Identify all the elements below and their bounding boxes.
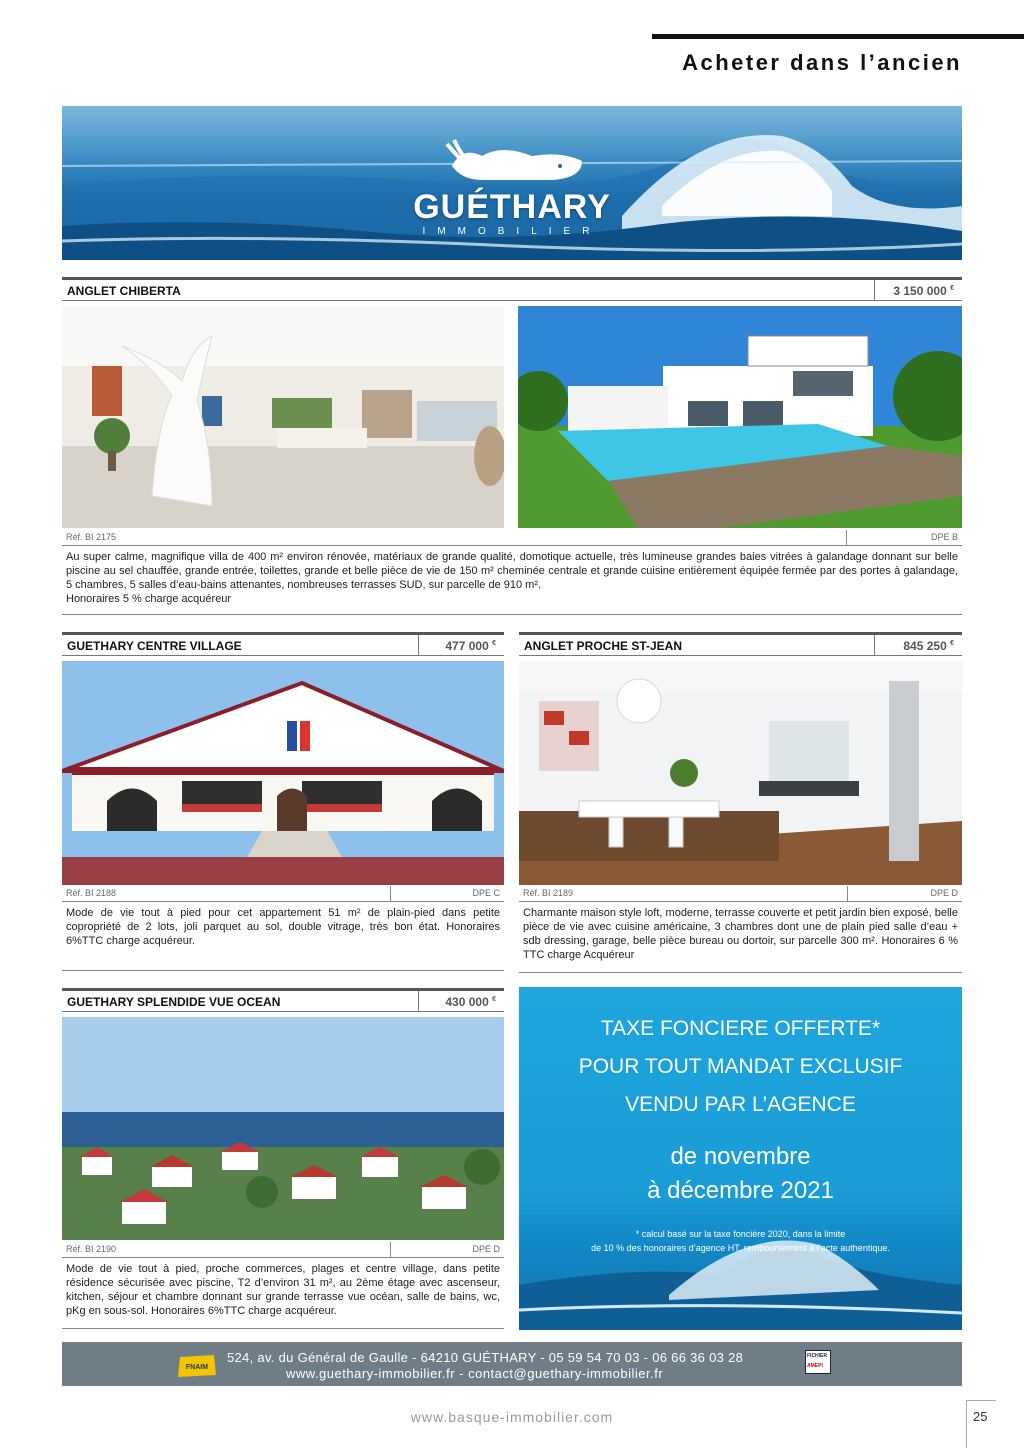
- listing-header-2: [62, 632, 504, 656]
- section-title: Acheter dans l’ancien: [682, 50, 962, 75]
- brand-name: GUÉTHARY: [413, 188, 611, 226]
- listing-meta-4: [62, 1242, 504, 1258]
- agency-banner: [62, 106, 962, 260]
- brand-subtitle: IMMOBILIER: [422, 226, 602, 237]
- listing-meta-1: [62, 530, 962, 546]
- listing-description-4: Mode de vie tout à pied, proche commerces, plages et centre village, dans petite résidence sécurisée avec piscine, T2 d’environ 31 m², au 2ème étage avec ascenseur, kitchen, séjour et chambre donnant sur grande terrasse vue océan, salle de bains, wc, pKg en sous-sol. Honoraires 6%TTC charge acquéreur.: [66, 1263, 500, 1317]
- promo-footnote-1: * calcul basé sur la taxe foncière 2020, dans la limite: [635, 1229, 846, 1239]
- listing-description-1: Au super calme, magnifique villa de 400 m² environ rénovée, matériaux de grande qualité, domotique actuelle, très lumineuse grandes baies vitrées à galandage donnant sur belle piscine au sel chauffée, grande entrée, toilettes, grande et belle pièce de vie de 150 m² cheminée centrale et grande cuisine entièrement équipée fermée par des portes à galandage, 5 chambres, 5 salles d’eau-bains attenantes, nombreuses terrasses SUD, sur parcelle de 910 m². Honoraires 5 % charge acquéreur: [66, 551, 958, 605]
- meta-divider: [846, 530, 847, 545]
- listing-meta-2: [62, 886, 504, 902]
- promo-line-3: VENDU PAR L’AGENCE: [625, 1093, 856, 1116]
- listing-price: 430 000 €: [445, 995, 496, 1009]
- whale-icon: [442, 136, 592, 186]
- agency-address: 524, av. du Général de Gaulle - 64210 GUÉTHARY - 05 59 54 70 03 - 06 66 36 03 28: [227, 1350, 744, 1365]
- website-link[interactable]: www.basque-immobilier.com: [410, 1409, 614, 1425]
- meta-divider: [390, 886, 391, 901]
- listing-price: 477 000 €: [445, 639, 496, 653]
- page-number: 25: [966, 1400, 996, 1448]
- agency-contact-bar: [62, 1342, 962, 1386]
- listing-photo-loft: [519, 661, 962, 885]
- promo-line-1: TAXE FONCIERE OFFERTE*: [600, 1017, 881, 1040]
- listing-name: ANGLET PROCHE ST-JEAN: [524, 639, 683, 653]
- price-box: [418, 991, 504, 1011]
- separator: [519, 972, 962, 973]
- listing-photo-town-hall: [62, 661, 504, 885]
- price-box: [874, 635, 962, 655]
- separator: [62, 970, 504, 971]
- agency-web-contact[interactable]: www.guethary-immobilier.fr - contact@guethary-immobilier.fr: [286, 1366, 664, 1381]
- promo-line-5: à décembre 2021: [647, 1177, 834, 1204]
- listing-ref: Réf. BI 2190: [66, 1244, 117, 1254]
- listing-photo-ocean-view: [62, 1017, 504, 1240]
- listing-description-2: Mode de vie tout à pied pour cet appartement 51 m² de plain-pied dans petite copropriété de 2 lots, joli parquet au sol, double vitrage, très bon état. Honoraires 6%TTC charge acquéreur.: [66, 907, 500, 947]
- listing-dpe: DPE C: [472, 888, 500, 898]
- svg-text:FNAIM: FNAIM: [185, 1364, 209, 1371]
- listing-dpe: DPE D: [930, 888, 958, 898]
- promo-panel: [519, 987, 962, 1330]
- promo-line-2: POUR TOUT MANDAT EXCLUSIF: [578, 1055, 903, 1078]
- fnaim-logo: [176, 1353, 218, 1379]
- listing-dpe: DPE D: [472, 1244, 500, 1254]
- listing-ref: Réf. BI 2189: [523, 888, 574, 898]
- price-box: [418, 635, 504, 655]
- separator: [62, 1328, 504, 1329]
- listing-photo-villa-pool: [518, 306, 962, 528]
- promo-footnote-2: de 10 % des honoraires d’agence HT, remboursement à l’acte authentique.: [591, 1243, 890, 1253]
- listing-photo-interior: [62, 306, 504, 528]
- top-rule: [652, 34, 1024, 39]
- listing-ref: Réf. BI 2188: [66, 888, 117, 898]
- listing-price: 3 150 000 €: [893, 284, 954, 298]
- meta-divider: [847, 886, 848, 901]
- meta-divider: [390, 1242, 391, 1257]
- listing-header-4: [62, 988, 504, 1012]
- listing-name: GUETHARY SPLENDIDE VUE OCEAN: [67, 995, 281, 1009]
- listing-name: ANGLET CHIBERTA: [67, 284, 181, 298]
- price-box: [874, 280, 962, 300]
- amepi-logo: FICHIER AMEPI: [805, 1350, 831, 1374]
- listing-header-1: [62, 277, 962, 301]
- listing-meta-3: [519, 886, 962, 902]
- listing-ref: Réf. BI 2175: [66, 532, 117, 542]
- promo-line-4: de novembre: [670, 1143, 811, 1170]
- listing-name: GUETHARY CENTRE VILLAGE: [67, 639, 242, 653]
- whale-logo-icon: [504, 242, 506, 244]
- separator: [62, 614, 962, 615]
- listing-description-3: Charmante maison style loft, moderne, terrasse couverte et petit jardin bien exposé, belle pièce de vie avec cuisine américaine, 3 chambres dont une de plain pied salle d’eau + sdb dressing, garage, belle pièce bureau ou dortoir, sur parcelle 300 m². Honoraires 6 % TTC charge Acquéreur: [523, 907, 958, 961]
- listing-price: 845 250 €: [903, 639, 954, 653]
- listing-dpe: DPE B: [930, 532, 958, 542]
- listing-header-3: [519, 632, 962, 656]
